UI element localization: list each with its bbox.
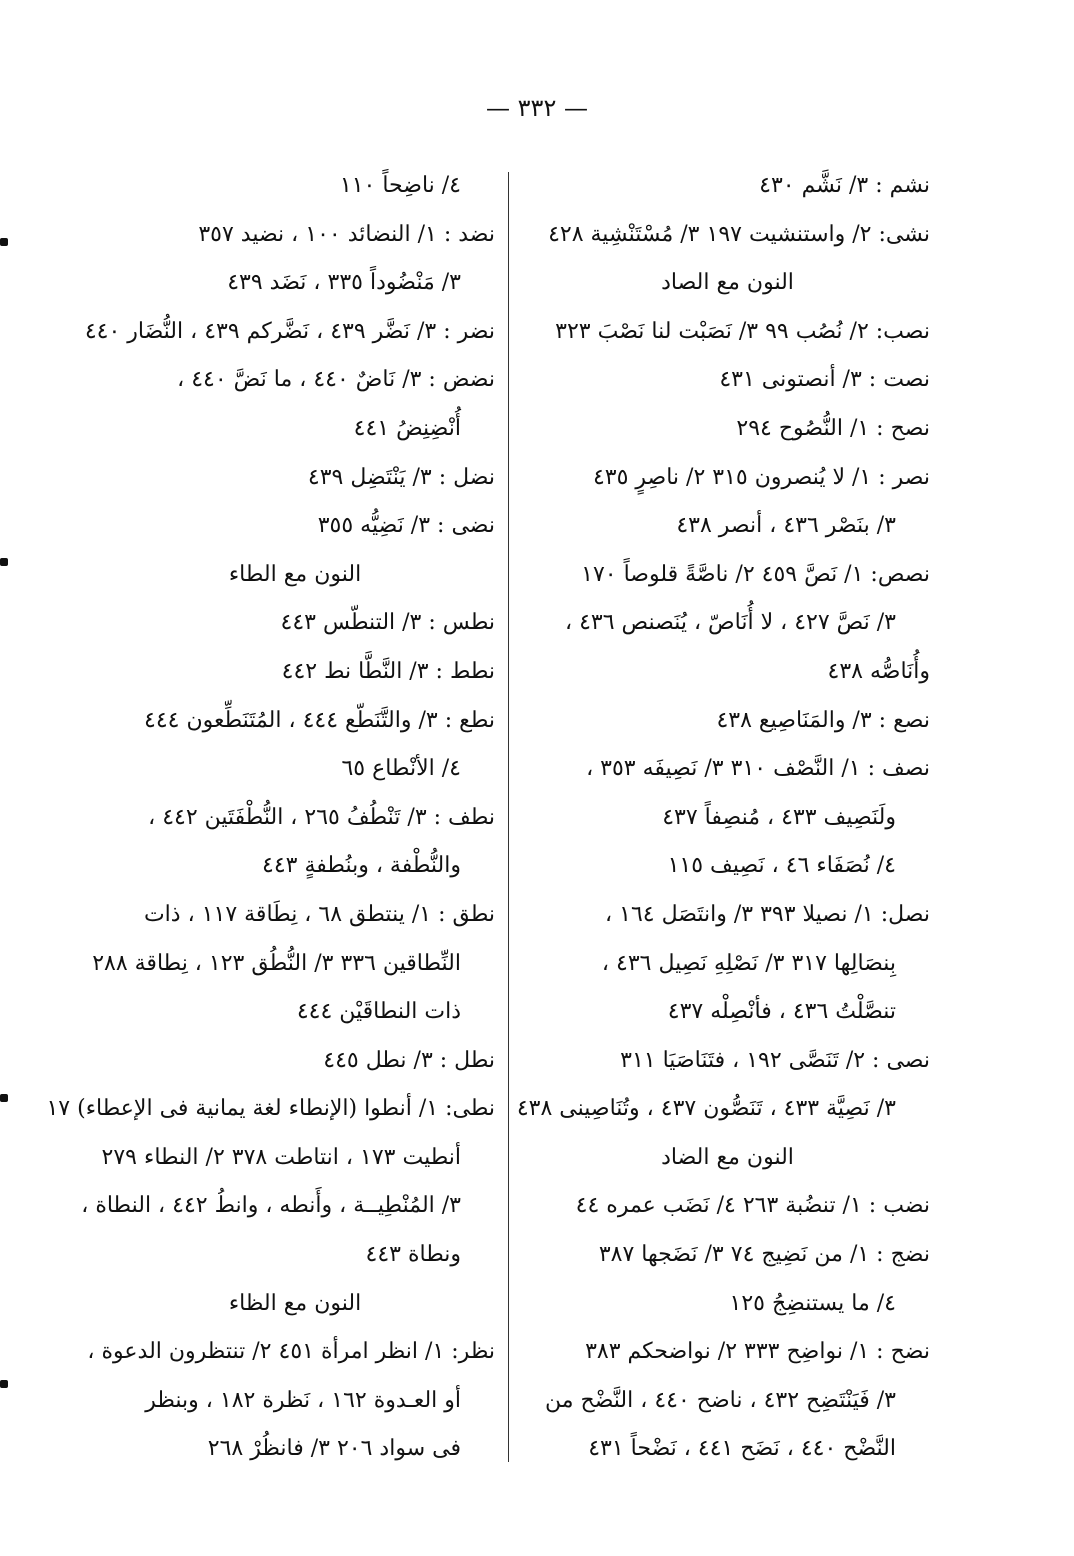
index-line: نصف : ١/ النَّصْف ٣١٠ ٣/ نَصِيفَه ٣٥٣ ،: [586, 756, 930, 782]
column-divider: [508, 172, 509, 1462]
index-line: نطع : ٣/ والتَّنَطّع ٤٤٤ ، المُتَنَطِّعون ٤٤٤: [144, 707, 495, 733]
index-line: نطس : ٣/ التنطّس ٤٤٣: [280, 610, 495, 636]
scan-edge-mark: [0, 1380, 8, 1388]
index-line: تنصَّلْتُ ٤٣٦ ، فأنْصِلْه ٤٣٧: [667, 999, 896, 1025]
section-heading: النون مع الضاد: [661, 1144, 794, 1170]
index-line: نضر : ٣/ نَضَّر ٤٣٩ ، نَضَّركم ٤٣٩ ، النُّضَار ٤٤٠: [84, 318, 495, 344]
index-line: أُنْضِنِضُ ٤٤١: [353, 415, 461, 441]
index-line: ٣/ نَصَّ ٤٢٧ ، لا أُنَاصّ ، يُنَصنص ٤٣٦ ،: [565, 610, 896, 636]
section-heading: النون مع الظاء: [228, 1290, 362, 1316]
index-line: نضل : ٣/ يَنْتَضِل ٤٣٩: [307, 464, 495, 490]
index-line: نطق : ١/ ينتطق ٦٨ ، نِطَاقة ١١٧ ، ذات: [143, 901, 495, 927]
section-heading: النون مع الطاء: [228, 561, 362, 587]
index-line: نشم : ٣/ نَشَّم ٤٣٠: [759, 173, 930, 198]
left-column: [46, 162, 495, 1474]
index-line: نصت : ٣/ أنصتونى ٤٣١: [719, 367, 930, 393]
index-line: والنُّطْفة ، وبنُطفةٍ ٤٤٣: [262, 853, 461, 879]
index-line: ولَنَصِيف ٤٣٣ ، مُنصِفاً ٤٣٧: [662, 804, 896, 830]
index-line: نطط : ٣/ النَّطَّا نط ٤٤٢: [281, 658, 495, 684]
index-line: ٣/ نَصِيَّة ٤٣٣ ، تَنَصُّون ٤٣٧ ، وتُنَاصِينى ٤٣٨: [516, 1096, 896, 1122]
index-line: نضى : ٣/ نَضِيُّه ٣٥٥: [317, 513, 495, 539]
index-line: نصص: ١/ نَصَّ ٤٥٩ ٢/ ناصَّةً قلوصاً ١٧٠: [581, 561, 930, 587]
index-line: نصح : ١/ النُّصُوح ٢٩٤: [736, 415, 930, 441]
index-line: نشى: ٢/ واستنشيت ١٩٧ ٣/ مُسْتَنْشِية ٤٢٨: [548, 221, 930, 247]
index-line: ٣/ المُنْطِيــة ، وأَنطه ، وانطُ ٤٤٢ ، النطاة ،: [81, 1193, 461, 1219]
index-line: نضد : ١/ النضائد ١٠٠ ، نضيد ٣٥٧: [198, 221, 495, 247]
right-column: [516, 162, 930, 1474]
section-heading: النون مع الصاد: [661, 270, 794, 296]
index-line: نصى : ٢/ تَنَصَّى ١٩٢ ، فتَنَاصَيَا ٣١١: [620, 1047, 930, 1073]
index-line: أو العـدوة ١٦٢ ، نَظرة ١٨٢ ، وبنظر: [145, 1387, 461, 1413]
index-line: فى سواد ٢٠٦ ٣/ فانظُرْ ٢٦٨: [207, 1436, 461, 1462]
index-line: نصع : ٣/ والمَنَاصِيع ٤٣٨: [716, 707, 930, 733]
index-line: ذات النطاقَيْن ٤٤٤: [296, 999, 461, 1025]
index-line: النَّضْح ٤٤٠ ، نَضَح ٤٤١ ، نَضْحاً ٤٣١: [588, 1436, 896, 1462]
index-line: ٤/ الأنْطاع ٦٥: [341, 756, 461, 782]
scan-edge-mark: [0, 238, 8, 246]
index-line: ٣/ فَيَنْتَضِح ٤٣٢ ، ناضح ٤٤٠ ، النَّضْح من: [544, 1387, 896, 1413]
index-line: النِّطاقين ٣٣٦ ٣/ النُّطُق ١٢٣ ، نِطاقة ٢٨٨: [92, 950, 461, 976]
index-line: نصر : ١/ لا يُنصرون ٣١٥ ٢/ ناصِرٍ ٤٣٥: [592, 464, 930, 490]
index-line: ٣/ مَنْضُوداً ٣٣٥ ، نَضَد ٤٣٩: [227, 270, 461, 296]
index-line: نظر: ١/ انظر امرأة ٤٥١ ٢/ تنتظرون الدعوة ،: [87, 1339, 495, 1365]
index-line: نصل: ١/ نصيلا ٣٩٣ ٣/ وانتَصَل ١٦٤ ،: [605, 901, 930, 927]
scan-edge-mark: [0, 1094, 8, 1102]
scan-edge-mark: [0, 558, 8, 566]
index-line: نضح : ١/ نواضِح ٣٣٣ ٢/ نواضحكم ٣٨٣: [585, 1339, 930, 1365]
index-line: ٤/ ناضِحاً ١١٠: [339, 173, 461, 198]
index-line: نطل : ٣/ نطل ٤٤٥: [323, 1047, 495, 1073]
index-line: نضض : ٣/ نَاضٌ ٤٤٠ ، ما نَضَّ ٤٤٠ ،: [177, 367, 495, 393]
index-line: ونطاة ٤٤٣: [365, 1242, 461, 1268]
index-line: نطى: ١/ أنطوا (الإنطاء لغة يمانية فى الإعطاء) ١٧: [46, 1096, 495, 1122]
index-line: نصب: ٢/ نُصُب ٩٩ ٣/ نَصَبْت لنا نَصْبَ ٣٢٣: [555, 318, 930, 344]
index-line: وأُنَاصُّه ٤٣٨: [827, 658, 930, 684]
index-line: ٤/ ما يستنضِجُ ١٢٥: [729, 1290, 896, 1316]
page-number: — ٣٣٢ —: [486, 94, 588, 122]
index-line: بِنصَالِها ٣١٧ ٣/ نَصْلِهِ نَصِيل ٤٣٦ ،: [601, 950, 896, 976]
index-line: ٤/ نُصَفَاء ٤٦ ، نَصِيف ١١٥: [667, 853, 896, 879]
index-line: ٣/ بنَصْر ٤٣٦ ، أنصر ٤٣٨: [676, 513, 896, 539]
index-line: أنطيت ١٧٣ ، انتاطت ٣٧٨ ٢/ النطاء ٢٧٩: [101, 1144, 461, 1170]
index-line: نضب : ١/ تنضُبة ٢٦٣ ٤/ نَضَب عمره ٤٤: [575, 1193, 930, 1219]
index-line: نطف : ٣/ تَنْطُفُ ٢٦٥ ، النُّطْفَتَين ٤٤٢ ،: [148, 804, 495, 830]
index-line: نضج : ١/ من نَضِيج ٧٤ ٣/ نَضَجها ٣٨٧: [598, 1242, 930, 1268]
